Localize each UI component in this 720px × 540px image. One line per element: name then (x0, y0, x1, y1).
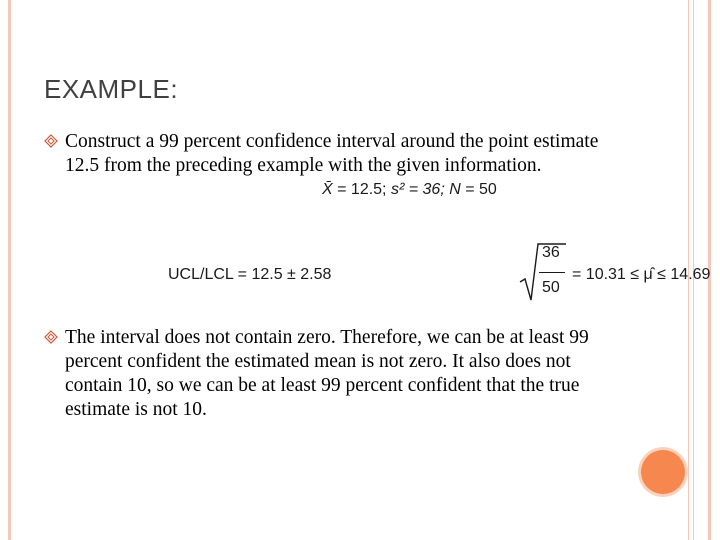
n-symbol: N (449, 181, 461, 198)
n-value: = 50 (465, 181, 497, 198)
bullet-text-1: Construct a 99 percent confidence interval around the point estimate 12.5 from the preceding example with the given information. (65, 131, 599, 176)
slide-title: EXAMPLE: (44, 74, 179, 104)
xbar-value: = 12.5; (337, 181, 387, 198)
hollow-diamond-bullet-icon (44, 134, 58, 148)
fraction-denominator: 50 (542, 279, 560, 296)
variance-term: s² = 36; (390, 181, 445, 198)
given-information-equation (322, 181, 497, 199)
fraction-numerator: 36 (542, 244, 560, 261)
decorative-circle (641, 450, 685, 494)
hollow-diamond-bullet-icon (44, 330, 58, 344)
bullet-item-1 (44, 130, 604, 178)
bullet-text-2: The interval does not contain zero. Therefore, we can be at least 99 percent confident the estimated mean is not zero. It also does not contain 10, so we can be at least 99 percent confident that the true estimate is not 10. (65, 327, 589, 420)
bullet-item-2 (44, 326, 604, 422)
xbar-symbol: X̄ (322, 181, 333, 198)
interval-result: = 10.31 ≤ μ̂ ≤ 14.69 (572, 266, 711, 283)
interval-lhs: UCL/LCL = 12.5 ± 2.58 (168, 266, 332, 283)
fraction-bar (539, 272, 565, 273)
confidence-interval-equation (168, 242, 711, 304)
